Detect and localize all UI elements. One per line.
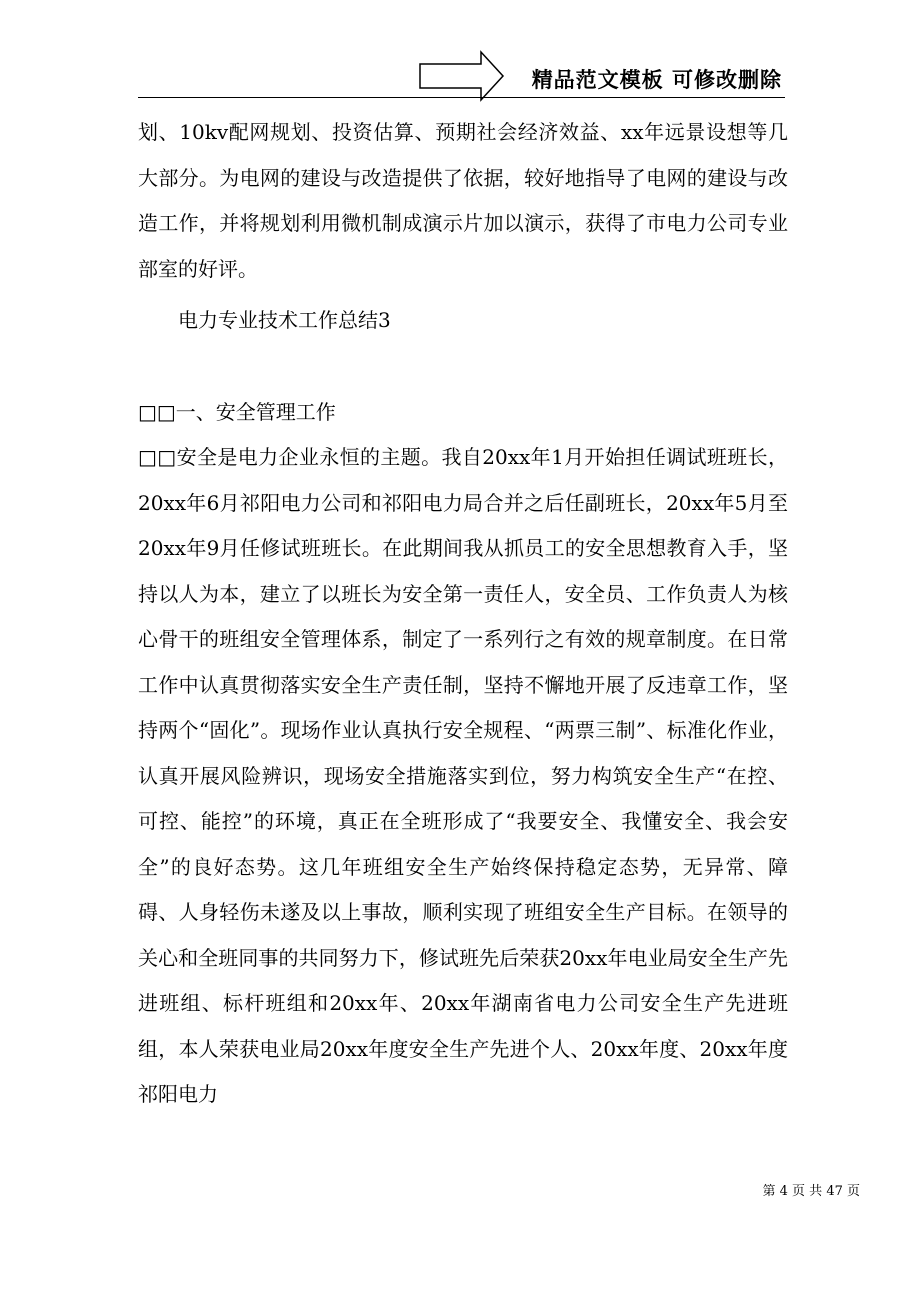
header-banner-text: 精品范文模板 可修改删除 <box>531 68 782 92</box>
paragraph-2: □□安全是电力企业永恒的主题。我自20xx年1月开始担任调试班班长，20xx年6月祁阳电力公司和祁阳电力局合并之后任副班长，20xx年5月至20xx年9月任修试班班长。在此期间我从抓员工的安全思想教育入手，坚持以人为本，建立了以班长为安全第一责任人，安全员、工作负责人为核心骨干的班组安全管理体系，制定了一系列行之有效的规章制度。在日常工作中认真贯彻落实安全生产责任制，坚持不懈地开展了反违章工作，坚持两个“固化”。现场作业认真执行安全规程、“两票三制”、标准化作业，认真开展风险辨识，现场安全措施落实到位，努力构筑安全生产“在控、可控、能控”的环境，真正在全班形成了“我要安全、我懂安全、我会安全”的良好态势。这几年班组安全生产始终保持稳定态势，无异常、障碍、人身轻伤未遂及以上事故，顺利实现了班组安全生产目标。在领导的关心和全班同事的共同努力下，修试班先后荣获20xx年电业局安全生产先进班组、标杆班组和20xx年、20xx年湖南省电力公司安全生产先进班组，本人荣获电业局20xx年度安全生产先进个人、20xx年度、20xx年度祁阳电力 <box>138 445 788 1106</box>
paragraph-1: 划、10kv配网规划、投资估算、预期社会经济效益、xx年远景设想等几大部分。为电网的建设与改造提供了依据，较好地指导了电网的建设与改造工作，并将规划利用微机制成演示片加以演示，获得了市电力公司专业部室的好评。 <box>138 120 788 281</box>
section-title: □□一、安全管理工作 <box>138 399 336 424</box>
document-body <box>138 110 788 1118</box>
header-divider <box>138 97 785 98</box>
arrow-icon <box>419 50 505 102</box>
page-header <box>0 0 920 110</box>
section-heading: 电力专业技术工作总结3 <box>178 308 391 332</box>
page-number: 第 4 页 共 47 页 <box>762 1184 860 1199</box>
